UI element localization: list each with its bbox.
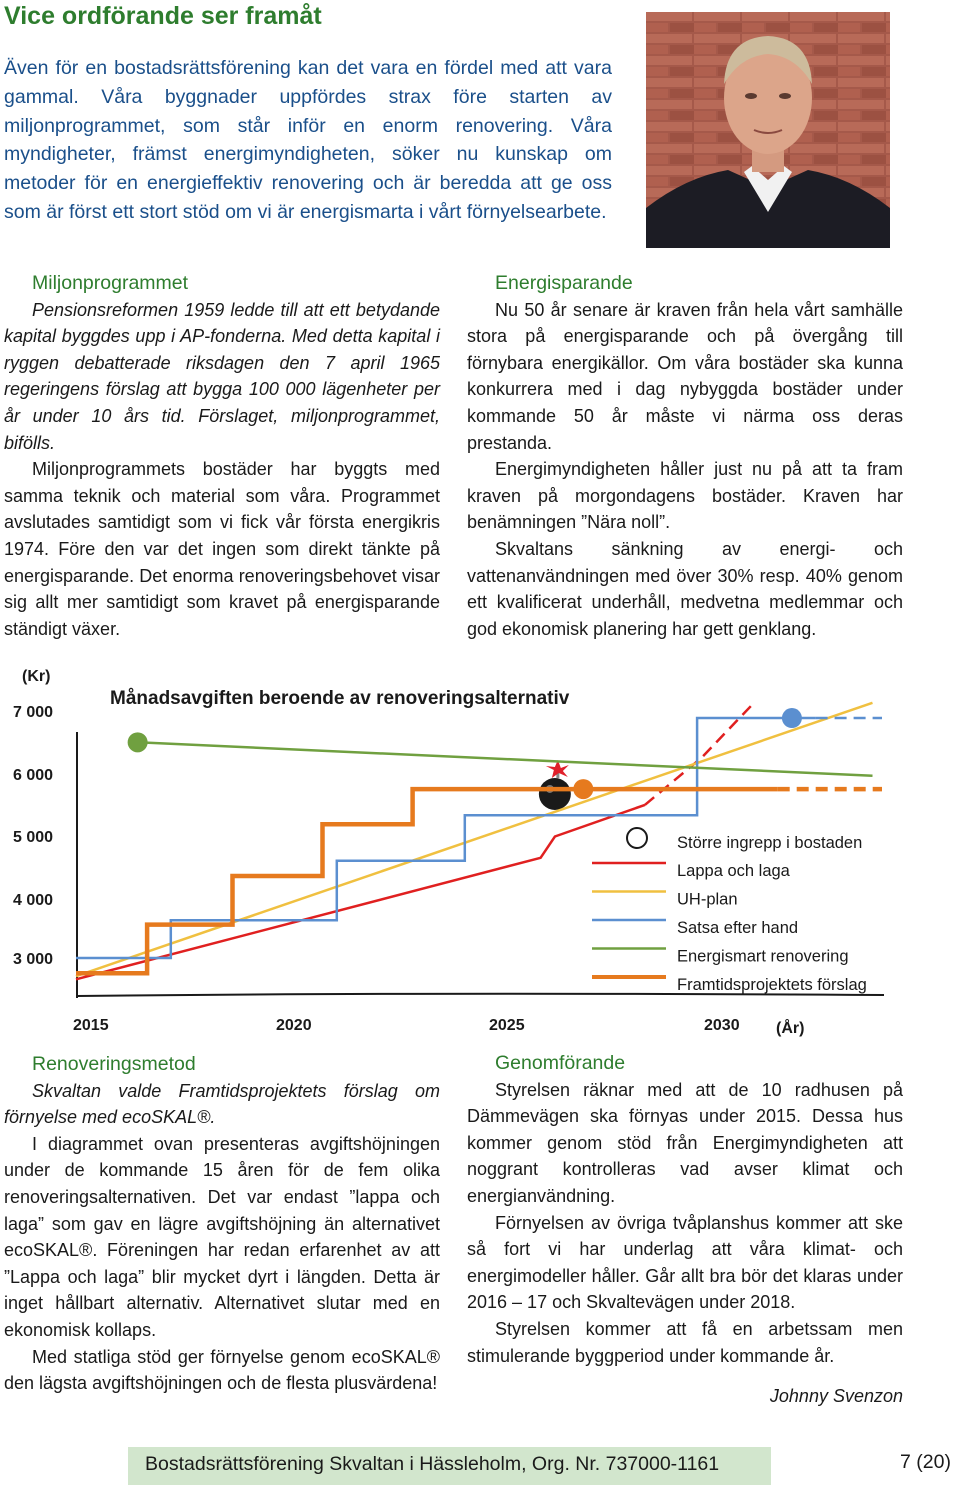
x-tick-label: 2025 [489, 1017, 525, 1034]
series-1-line [76, 805, 645, 979]
y-tick-labels [13, 704, 53, 968]
series-4-marker [128, 732, 148, 752]
signature: Johnny Svenzon [769, 1386, 903, 1407]
genomforande-section [467, 1050, 903, 1410]
bomb-icon [539, 778, 571, 810]
renoveringsmetod-paragraph-1: Skvaltan valde Framtidsprojektets förslag om förnyelse med ecoSKAL®. [4, 1080, 440, 1128]
y-tick-label: 6 000 [13, 767, 54, 784]
miljonprogrammet-paragraph-1: Pensionsreformen 1959 ledde till att ett betydande kapital byggdes upp i AP-fonderna. Med detta kapital i ryggen debatterade riksdagen den 7 april 1965 regeringens förslag att bygga 100 000 lägenheter per år under 10 års tid. Förslaget, miljonprogrammet, bifölls. [4, 299, 440, 453]
energisparande-paragraph-2: Energimyndigheten håller just nu på att ta fram kraven på morgondagens bostäder. Kraven har benämningen ”Nära noll”. [467, 459, 903, 533]
legend-marker-icon [627, 828, 647, 848]
genomforande-paragraph-3: Styrelsen kommer att få en arbetssam men stimulerande byggperiod under kommande år. [467, 1318, 903, 1366]
footer-text: Bostadsrättsförening Skvaltan i Hässleholm, Org. Nr. 737000-1161 [145, 1453, 720, 1475]
series-5-line [76, 789, 778, 973]
series-5-marker [573, 779, 593, 799]
y-tick-label: 7 000 [13, 704, 54, 721]
miljonprogrammet-section [4, 270, 440, 642]
portrait-photo [646, 12, 890, 248]
x-axis-line [77, 994, 884, 996]
y-tick-label: 3 000 [13, 951, 54, 968]
x-tick-labels [73, 1017, 740, 1034]
energisparande-heading: Energisparande [495, 272, 633, 294]
legend-label: Satsa efter hand [677, 919, 799, 937]
series-4-line [138, 742, 873, 776]
legend-label: Lappa och laga [677, 862, 790, 880]
fee-chart-svg [0, 660, 960, 1050]
x-tick-label: 2015 [73, 1017, 109, 1034]
chart-title: Månadsavgiften beroende av renoveringsalternativ [110, 688, 570, 709]
y-tick-label: 5 000 [13, 829, 54, 846]
renoveringsmetod-paragraph-3: Med statliga stöd ger förnyelse genom ecoSKAL® den lägsta avgiftshöjningen och de flesta plusvärdena! [4, 1346, 440, 1394]
energisparande-paragraph-1: Nu 50 år senare är kraven från hela vårt samhälle stora på energisparande och på övergång till förnybara energikällor. Om våra bostäder ska kunna konkurrera med i dag nybyggda bostäder under kommande 50 år måste vi närma oss deras prestanda. [467, 299, 903, 453]
series-3-marker [782, 708, 802, 728]
genomforande-paragraph-1: Styrelsen räknar med att de 10 radhusen på Dämmevägen ska förnyas under 2015. Dessa hus kommer genom stöd från Energimyndigheten att noggrant kontrolleras vad avser klimat och energianvändning. [467, 1079, 903, 1206]
legend-marker-label: Större ingrepp i bostaden [677, 834, 863, 852]
intro-text: Även för en bostadsrättsförening kan det vara en fördel med att vara gammal. Våra byggnader uppfördes strax före starten av miljonprogrammet, som står inför en enorm renovering. Våra myndigheter, främst energimyndigheten, söker nu kunskap om metoder för en energieffektiv renovering och är beredda att ge oss som är först ett stort stöd om vi är energismarta i vårt förnyelsearbete. [4, 57, 612, 223]
x-axis-unit-label: (År) [776, 1020, 805, 1037]
renoveringsmetod-section [4, 1051, 440, 1397]
fee-chart [0, 660, 960, 1050]
y-tick-label: 4 000 [13, 892, 54, 909]
x-tick-label: 2020 [276, 1017, 312, 1034]
miljonprogrammet-paragraph-2: Miljonprogrammets bostäder har byggts med samma teknik och material som våra. Programmet avslutades samtidigt som vi fick vår första energikris 1974. Före den var det ingen som direkt tänkte på energisparande. Det enorma renoveringsbehovet visar sig allt mer samtidigt som kravet på energisparande ständigt växer. [4, 459, 440, 639]
chart-legend [592, 828, 867, 994]
energisparande-section [467, 270, 903, 642]
x-tick-label: 2030 [704, 1017, 740, 1034]
page-number: 7 (20) [900, 1451, 951, 1473]
energisparande-paragraph-3: Skvaltans sänkning av energi- och vattenanvändningen med över 30% resp. 40% genom ett kvalificerat underhåll, medvetna medlemmar och god ekonomisk planering har gett genklang. [467, 538, 903, 639]
miljonprogrammet-heading: Miljonprogrammet [32, 272, 189, 294]
renoveringsmetod-paragraph-2: I diagrammet ovan presenteras avgiftshöjningen under de kommande 15 åren för de fem olika renoveringsalternativen. Det var endast ”lappa och laga” som gav en lägre avgiftshöjning än alternativet ecoSKAL®. Föreningen har redan erfarenhet av att ”Lappa och laga” blir mycket dyrt i längden. Detta är inget hållbart alternativ. Alternativet slutar med en ekonomisk kollaps. [4, 1133, 440, 1340]
y-axis-unit-label: (Kr) [22, 668, 51, 685]
legend-label: UH-plan [677, 890, 738, 909]
genomforande-paragraph-2: Förnyelsen av övriga tvåplanshus kommer att ske så fort vi har underlag att våra klimat- och energimodeller håller. Går allt bra bör det klaras under 2016 – 17 och Skvaltevägen under 2018. [467, 1212, 903, 1313]
legend-label: Energismart renovering [677, 947, 849, 966]
legend-label: Framtidsprojektets förslag [677, 976, 867, 994]
renoveringsmetod-heading: Renoveringsmetod [32, 1053, 196, 1075]
page-title: Vice ordförande ser framåt [4, 2, 322, 30]
genomforande-heading: Genomförande [495, 1052, 626, 1074]
